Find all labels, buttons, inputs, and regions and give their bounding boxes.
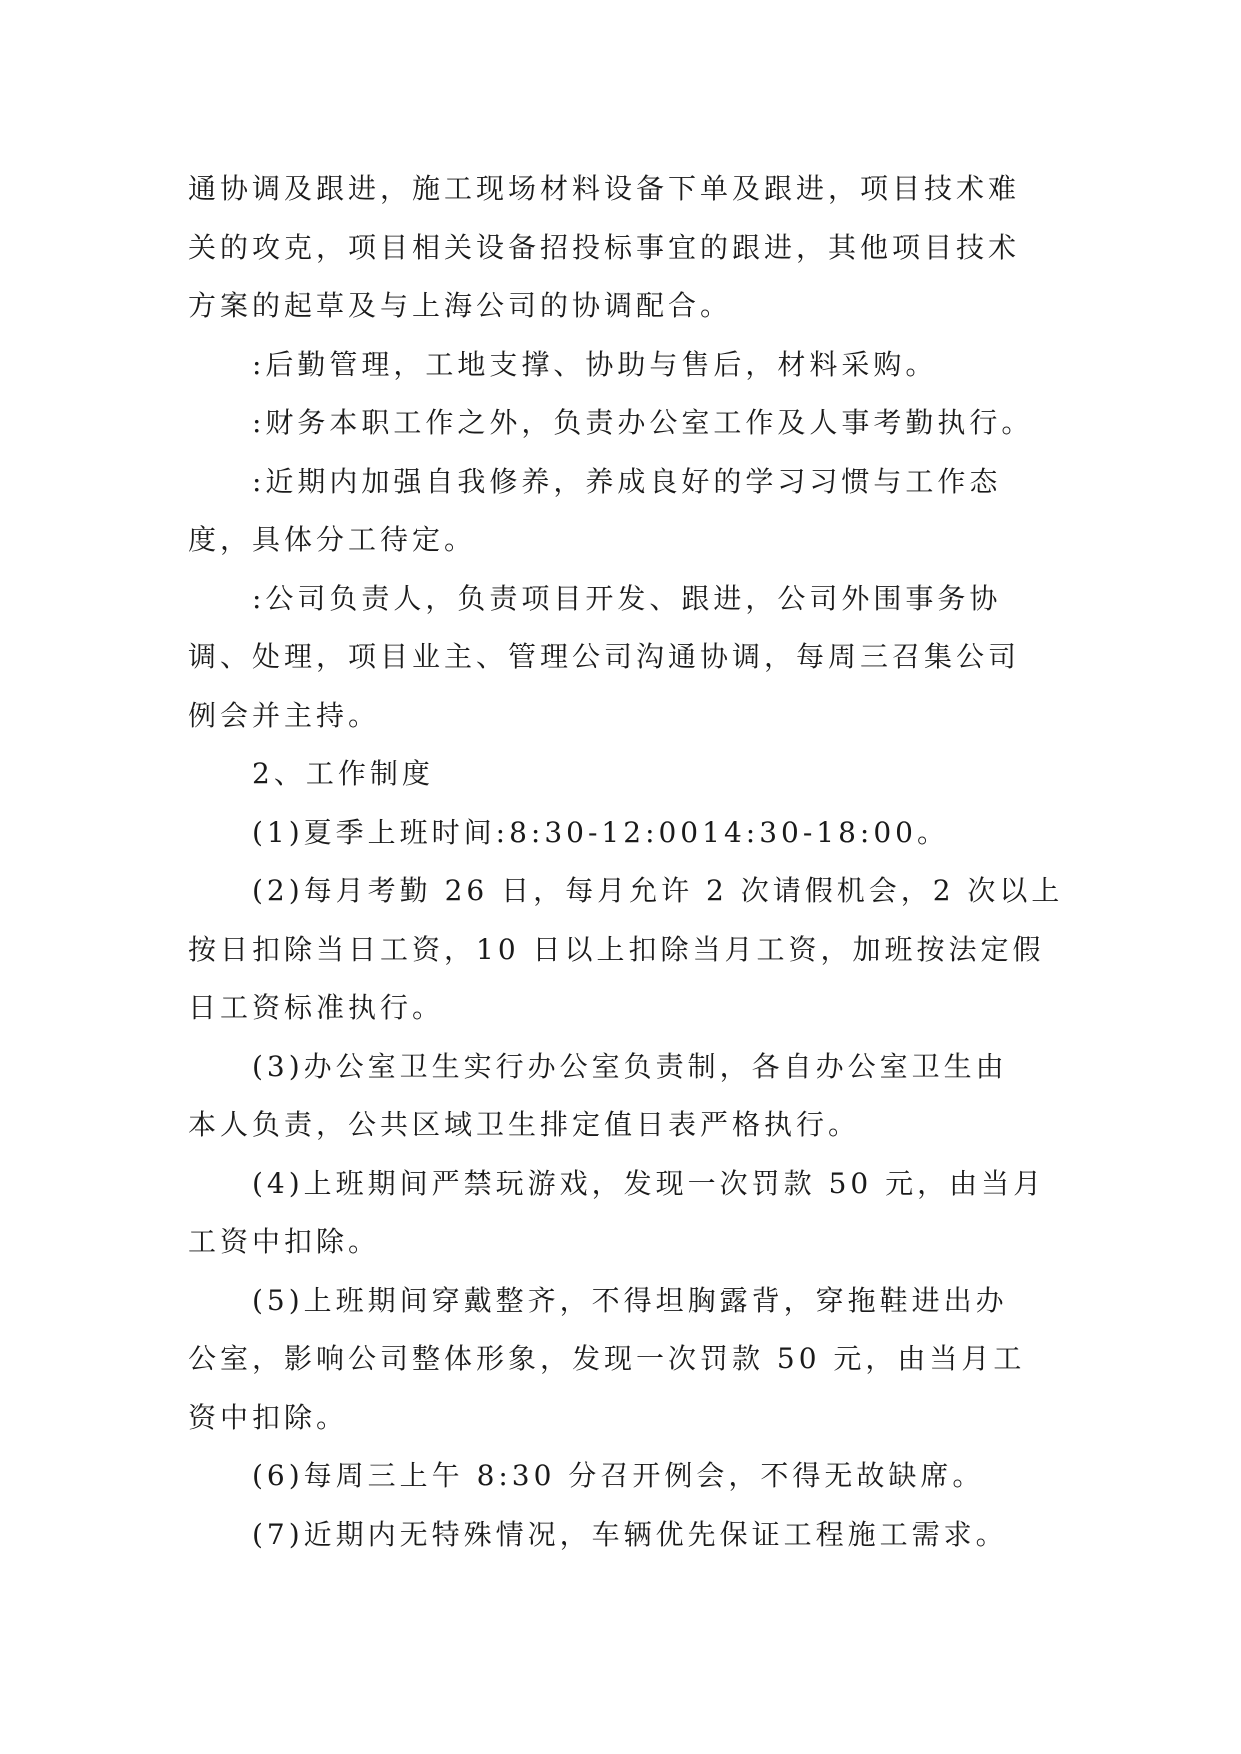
text-line: (3)办公室卫生实行办公室负责制，各自办公室卫生由 bbox=[252, 1049, 1008, 1083]
text-line: 本人负责，公共区域卫生排定值日表严格执行。 bbox=[188, 1108, 861, 1141]
paragraph bbox=[188, 453, 1058, 570]
text-line: :后勤管理，工地支撑、协助与售后，材料采购。 bbox=[252, 347, 938, 381]
text-line: 2、工作制度 bbox=[252, 757, 434, 790]
paragraph bbox=[188, 1038, 1058, 1155]
document-body bbox=[188, 160, 1064, 1564]
paragraph bbox=[188, 394, 1058, 453]
text-line: 资中扣除。 bbox=[188, 1400, 349, 1434]
paragraph bbox=[188, 1155, 1058, 1272]
paragraph bbox=[188, 1447, 1058, 1506]
text-line: 例会并主持。 bbox=[188, 698, 381, 732]
paragraph bbox=[188, 336, 1058, 395]
text-line: (4)上班期间严禁玩游戏，发现一次罚款 50 元，由当月 bbox=[252, 1166, 1046, 1200]
text-line: (5)上班期间穿戴整齐，不得坦胸露背，穿拖鞋进出办 bbox=[252, 1283, 1008, 1317]
text-line: :公司负责人，负责项目开发、跟进，公司外围事务协 bbox=[252, 581, 1002, 615]
paragraph bbox=[188, 1506, 1058, 1565]
text-line: :近期内加强自我修养，养成良好的学习习惯与工作态 bbox=[252, 464, 1002, 498]
paragraph bbox=[188, 804, 1058, 863]
text-line: (1)夏季上班时间:8:30-12:0014:30-18:00。 bbox=[252, 815, 949, 849]
paragraph bbox=[188, 1272, 1058, 1448]
text-line: 方案的起草及与上海公司的协调配合。 bbox=[188, 289, 733, 322]
paragraph bbox=[188, 570, 1058, 746]
text-line: :财务本职工作之外，负责办公室工作及人事考勤执行。 bbox=[252, 406, 1034, 439]
text-line: 通协调及跟进，施工现场材料设备下单及跟进，项目技术难 bbox=[188, 172, 1021, 205]
text-line: 调、处理，项目业主、管理公司沟通协调，每周三召集公司 bbox=[188, 640, 1021, 673]
text-line: (6)每周三上午 8:30 分召开例会，不得无故缺席。 bbox=[252, 1459, 985, 1492]
text-line: 按日扣除当日工资，10 日以上扣除当月工资，加班按法定假 bbox=[188, 932, 1045, 966]
text-line: 日工资标准执行。 bbox=[188, 991, 445, 1024]
paragraph bbox=[188, 862, 1064, 1038]
text-line: 工资中扣除。 bbox=[188, 1225, 381, 1258]
text-line: 关的攻克，项目相关设备招投标事宜的跟进，其他项目技术 bbox=[188, 230, 1021, 264]
text-line: (2)每月考勤 26 日，每月允许 2 次请假机会，2 次以上 bbox=[252, 874, 1064, 907]
paragraph bbox=[188, 745, 1058, 804]
paragraph bbox=[188, 160, 1058, 336]
text-line: 公室，影响公司整体形象，发现一次罚款 50 元，由当月工 bbox=[188, 1342, 1026, 1375]
text-line: 度，具体分工待定。 bbox=[188, 523, 477, 556]
text-line: (7)近期内无特殊情况，车辆优先保证工程施工需求。 bbox=[252, 1517, 1008, 1551]
